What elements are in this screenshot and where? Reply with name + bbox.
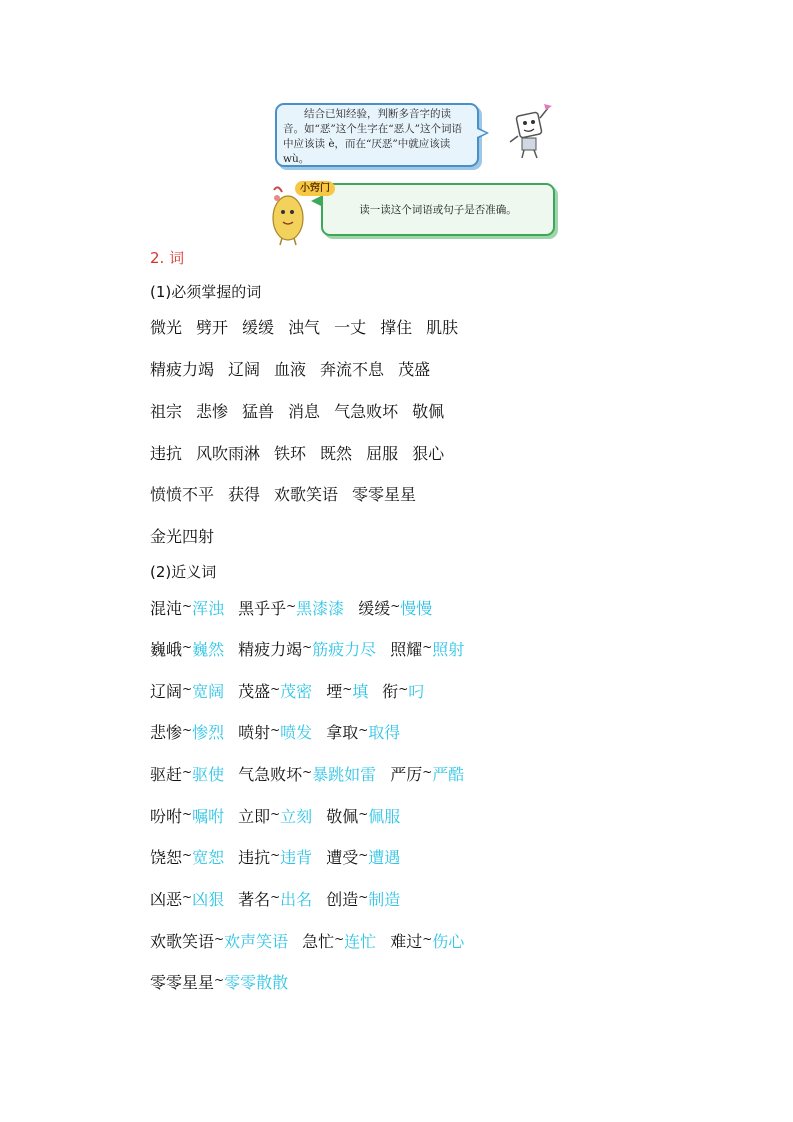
tilde-separator: ~ xyxy=(182,723,193,737)
word-row xyxy=(150,441,458,464)
synonym-answer: 欢声笑语 xyxy=(224,932,289,951)
word-row xyxy=(150,357,444,380)
synonym-word: 创造 xyxy=(326,890,359,909)
synonym-answer: 黑漆漆 xyxy=(296,599,345,618)
tilde-separator: ~ xyxy=(358,890,369,904)
synonym-pair xyxy=(150,973,288,992)
synonym-row xyxy=(150,970,302,993)
synonym-answer: 惨烈 xyxy=(192,723,225,742)
synonym-answer: 照射 xyxy=(432,640,465,659)
synonym-row xyxy=(150,720,414,743)
section-title: 2. 词 xyxy=(150,249,185,267)
word-row xyxy=(150,399,458,422)
synonym-pair xyxy=(150,640,224,659)
tilde-separator: ~ xyxy=(270,848,281,862)
synonym-word: 缓缓 xyxy=(358,599,391,618)
synonym-answer: 遭遇 xyxy=(368,848,401,867)
synonym-pair xyxy=(326,890,400,909)
synonym-pair xyxy=(326,682,368,701)
synonym-word: 零零星星 xyxy=(150,973,215,992)
synonym-row xyxy=(150,637,478,660)
word-item: 敬佩 xyxy=(412,402,445,421)
tip-text: 读一读这个词语或句子是否准确。 xyxy=(359,204,517,216)
synonym-pair xyxy=(150,723,224,742)
synonym-word: 辽阔 xyxy=(150,682,183,701)
synonym-answer: 凶狠 xyxy=(192,890,225,909)
tip-label: 小窍门 xyxy=(295,181,335,196)
synonym-word: 凶恶 xyxy=(150,890,183,909)
synonym-word: 悲惨 xyxy=(150,723,183,742)
tilde-separator: ~ xyxy=(422,640,433,654)
word-item: 精疲力竭 xyxy=(150,360,215,379)
word-item: 金光四射 xyxy=(150,527,215,546)
tilde-separator: ~ xyxy=(342,682,353,696)
synonym-word: 黑乎乎 xyxy=(238,599,287,618)
synonym-pair xyxy=(238,723,312,742)
tilde-separator: ~ xyxy=(286,599,297,613)
synonym-word: 驱赶 xyxy=(150,765,183,784)
tilde-separator: ~ xyxy=(214,932,225,946)
synonym-pair xyxy=(390,932,464,951)
tilde-separator: ~ xyxy=(334,932,345,946)
word-item: 获得 xyxy=(228,485,261,504)
synonym-word: 著名 xyxy=(238,890,271,909)
word-item: 劈开 xyxy=(196,318,229,337)
synonym-pair xyxy=(390,640,464,659)
synonym-word: 遭受 xyxy=(326,848,359,867)
tilde-separator: ~ xyxy=(358,848,369,862)
tilde-separator: ~ xyxy=(182,890,193,904)
synonym-pair xyxy=(238,682,312,701)
synonym-pair xyxy=(150,599,224,618)
synonym-answer: 巍然 xyxy=(192,640,225,659)
synonym-word: 敬佩 xyxy=(326,807,359,826)
synonym-answer: 立刻 xyxy=(280,807,313,826)
hint-text: 结合已知经验，判断多音字的读音。如“恶”这个生字在“恶人”这个词语中应该读 è，而在“厌恶”中就应该读 wù。 xyxy=(283,108,462,165)
word-item: 悲惨 xyxy=(196,402,229,421)
synonym-word: 衔 xyxy=(382,682,399,701)
synonym-answer: 暴跳如雷 xyxy=(312,765,377,784)
tilde-separator: ~ xyxy=(182,640,193,654)
synonym-word: 混沌 xyxy=(150,599,183,618)
tilde-separator: ~ xyxy=(358,723,369,737)
synonym-pair xyxy=(150,848,224,867)
synonym-answer: 嘱咐 xyxy=(192,807,225,826)
synonym-word: 照耀 xyxy=(390,640,423,659)
word-item: 气急败坏 xyxy=(334,402,399,421)
synonym-word: 巍峨 xyxy=(150,640,183,659)
word-item: 撑住 xyxy=(380,318,413,337)
synonym-answer: 佩服 xyxy=(368,807,401,826)
synonym-pair xyxy=(326,807,400,826)
robot-mascot-icon xyxy=(500,100,555,160)
tilde-separator: ~ xyxy=(182,765,193,779)
synonym-pair xyxy=(326,723,400,742)
tilde-separator: ~ xyxy=(182,599,193,613)
synonym-answer: 慢慢 xyxy=(400,599,433,618)
synonym-answer: 浑浊 xyxy=(192,599,225,618)
word-item: 辽阔 xyxy=(228,360,261,379)
synonym-word: 拿取 xyxy=(326,723,359,742)
word-item: 狠心 xyxy=(412,444,445,463)
tilde-separator: ~ xyxy=(302,640,313,654)
synonym-row xyxy=(150,804,414,827)
word-row xyxy=(150,482,430,505)
synonym-answer: 茂密 xyxy=(280,682,313,701)
synonym-pair xyxy=(390,765,464,784)
synonym-word: 吩咐 xyxy=(150,807,183,826)
word-item: 茂盛 xyxy=(398,360,431,379)
synonym-answer: 喷发 xyxy=(280,723,313,742)
tilde-separator: ~ xyxy=(214,973,225,987)
synonym-answer: 严酷 xyxy=(432,765,465,784)
tilde-separator: ~ xyxy=(182,848,193,862)
synonym-word: 难过 xyxy=(390,932,423,951)
tilde-separator: ~ xyxy=(398,682,409,696)
synonym-word: 饶恕 xyxy=(150,848,183,867)
tilde-separator: ~ xyxy=(270,723,281,737)
word-item: 屈服 xyxy=(366,444,399,463)
synonym-answer: 制造 xyxy=(368,890,401,909)
synonym-pair xyxy=(238,640,376,659)
synonym-pair xyxy=(238,807,312,826)
word-item: 既然 xyxy=(320,444,353,463)
synonym-answer: 宽阔 xyxy=(192,682,225,701)
synonym-answer: 驱使 xyxy=(192,765,225,784)
synonyms-title: (2)近义词 xyxy=(150,563,217,581)
synonym-answer: 取得 xyxy=(368,723,401,742)
synonym-answer: 宽恕 xyxy=(192,848,225,867)
synonym-word: 严厉 xyxy=(390,765,423,784)
synonym-answer: 筋疲力尽 xyxy=(312,640,377,659)
synonym-pair xyxy=(302,932,376,951)
synonym-answer: 零零散散 xyxy=(224,973,289,992)
synonym-row xyxy=(150,679,438,702)
tilde-separator: ~ xyxy=(422,765,433,779)
synonym-word: 精疲力竭 xyxy=(238,640,303,659)
tilde-separator: ~ xyxy=(390,599,401,613)
word-item: 铁环 xyxy=(274,444,307,463)
tilde-separator: ~ xyxy=(358,807,369,821)
word-item: 消息 xyxy=(288,402,321,421)
synonym-word: 气急败坏 xyxy=(238,765,303,784)
synonym-word: 堙 xyxy=(326,682,343,701)
must-words-title: (1)必须掌握的词 xyxy=(150,283,262,301)
synonym-word: 急忙 xyxy=(302,932,335,951)
synonym-pair xyxy=(238,890,312,909)
synonym-answer: 叼 xyxy=(408,682,425,701)
tilde-separator: ~ xyxy=(182,682,193,696)
word-item: 微光 xyxy=(150,318,183,337)
word-row xyxy=(150,524,228,547)
tilde-separator: ~ xyxy=(182,807,193,821)
word-item: 缓缓 xyxy=(242,318,275,337)
tilde-separator: ~ xyxy=(270,890,281,904)
synonym-word: 茂盛 xyxy=(238,682,271,701)
word-item: 猛兽 xyxy=(242,402,275,421)
synonym-word: 欢歌笑语 xyxy=(150,932,215,951)
synonym-pair xyxy=(238,765,376,784)
word-item: 奔流不息 xyxy=(320,360,385,379)
word-item: 一丈 xyxy=(334,318,367,337)
synonym-row xyxy=(150,929,478,952)
synonym-pair xyxy=(150,765,224,784)
synonym-word: 立即 xyxy=(238,807,271,826)
tilde-separator: ~ xyxy=(422,932,433,946)
tip-bubble xyxy=(321,183,555,236)
synonym-row xyxy=(150,762,478,785)
synonym-pair xyxy=(238,848,312,867)
word-item: 风吹雨淋 xyxy=(196,444,261,463)
word-item: 违抗 xyxy=(150,444,183,463)
synonym-answer: 伤心 xyxy=(432,932,465,951)
synonym-pair xyxy=(150,807,224,826)
word-item: 欢歌笑语 xyxy=(274,485,339,504)
synonym-word: 违抗 xyxy=(238,848,271,867)
synonym-pair xyxy=(382,682,424,701)
word-item: 零零星星 xyxy=(352,485,417,504)
synonym-answer: 违背 xyxy=(280,848,313,867)
synonym-pair xyxy=(238,599,344,618)
synonym-pair xyxy=(150,682,224,701)
synonym-word: 喷射 xyxy=(238,723,271,742)
word-item: 血液 xyxy=(274,360,307,379)
synonym-pair xyxy=(150,932,288,951)
synonym-answer: 出名 xyxy=(280,890,313,909)
synonym-row xyxy=(150,596,446,619)
word-item: 浊气 xyxy=(288,318,321,337)
synonym-pair xyxy=(150,890,224,909)
word-row xyxy=(150,315,472,338)
word-item: 祖宗 xyxy=(150,402,183,421)
synonym-pair xyxy=(358,599,432,618)
synonym-pair xyxy=(326,848,400,867)
tilde-separator: ~ xyxy=(270,682,281,696)
tilde-separator: ~ xyxy=(270,807,281,821)
word-item: 肌肤 xyxy=(426,318,459,337)
synonym-answer: 连忙 xyxy=(344,932,377,951)
synonym-row xyxy=(150,887,414,910)
tilde-separator: ~ xyxy=(302,765,313,779)
synonym-row xyxy=(150,845,414,868)
synonym-answer: 填 xyxy=(352,682,369,701)
word-item: 愤愤不平 xyxy=(150,485,215,504)
hint-bubble xyxy=(275,103,479,167)
